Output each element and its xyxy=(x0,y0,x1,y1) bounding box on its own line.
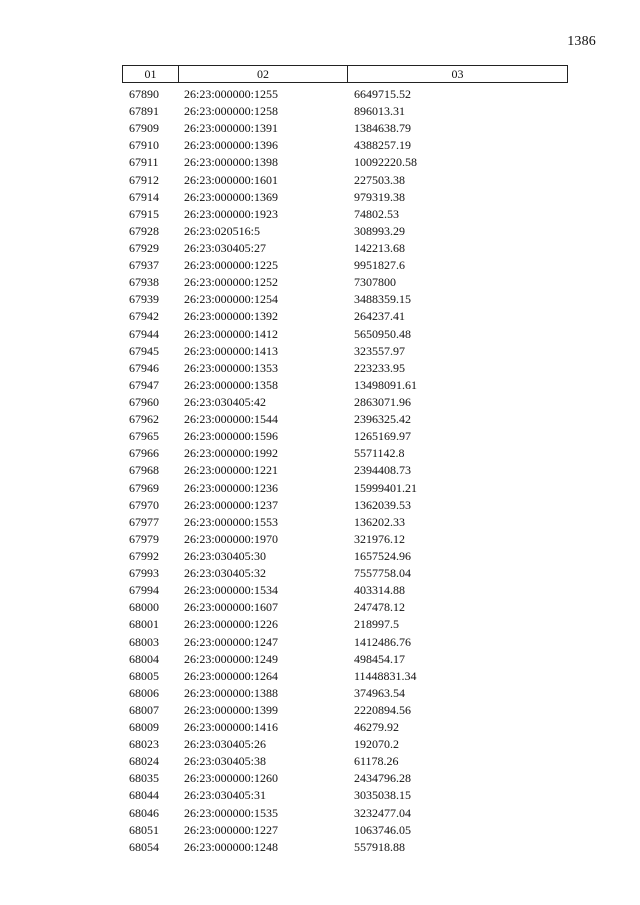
cell-value: 6649715.52 xyxy=(354,87,411,101)
cell-cadastral-number: 26:23:000000:1358 xyxy=(184,377,279,392)
cell-value: 7557758.04 xyxy=(354,566,411,581)
cell-value: 11448831.34 xyxy=(354,668,417,683)
cell-value: 323557.97 xyxy=(354,343,405,358)
column-header-03: 03 xyxy=(451,66,464,81)
table-row xyxy=(0,326,640,343)
cell-cadastral-number: 26:23:000000:1252 xyxy=(184,275,279,290)
table-row xyxy=(0,377,640,394)
table-row xyxy=(0,291,640,308)
cell-cadastral-number: 26:23:020516:5 xyxy=(184,223,261,238)
cell-code: 67912 xyxy=(129,172,159,187)
cell-cadastral-number: 26:23:030405:27 xyxy=(184,240,267,255)
cell-value: 46279.92 xyxy=(354,720,399,735)
cell-value: 1657524.96 xyxy=(354,548,411,563)
cell-cadastral-number: 26:23:000000:1923 xyxy=(184,206,279,221)
table-row xyxy=(0,172,640,189)
cell-value: 218997.5 xyxy=(354,617,399,632)
cell-code: 67890 xyxy=(129,87,159,101)
cell-code: 68035 xyxy=(129,771,159,786)
table-row xyxy=(0,822,640,839)
cell-cadastral-number: 26:23:030405:26 xyxy=(184,737,267,752)
cell-value: 142213.68 xyxy=(354,240,405,255)
table-row xyxy=(0,154,640,171)
cell-cadastral-number: 26:23:000000:1970 xyxy=(184,531,279,546)
cell-cadastral-number: 26:23:000000:1553 xyxy=(184,514,279,529)
cell-cadastral-number: 26:23:000000:1260 xyxy=(184,771,279,786)
cell-value: 2396325.42 xyxy=(354,412,411,427)
cell-cadastral-number: 26:23:000000:1247 xyxy=(184,634,279,649)
table-row xyxy=(0,702,640,719)
cell-code: 67944 xyxy=(129,326,159,341)
cell-cadastral-number: 26:23:030405:32 xyxy=(184,566,267,581)
cell-code: 67914 xyxy=(129,189,159,204)
cell-code: 68006 xyxy=(129,685,159,700)
table-row xyxy=(0,616,640,633)
cell-code: 67909 xyxy=(129,121,159,136)
cell-value: 4388257.19 xyxy=(354,138,411,153)
cell-cadastral-number: 26:23:000000:1237 xyxy=(184,497,279,512)
cell-value: 74802.53 xyxy=(354,206,399,221)
table-row xyxy=(0,257,640,274)
cell-code: 68023 xyxy=(129,737,159,752)
cell-cadastral-number: 26:23:000000:1391 xyxy=(184,121,279,136)
table-row xyxy=(0,548,640,565)
cell-cadastral-number: 26:23:000000:1601 xyxy=(184,172,279,187)
cell-cadastral-number: 26:23:030405:42 xyxy=(184,394,267,409)
cell-cadastral-number: 26:23:000000:1398 xyxy=(184,155,279,170)
cell-value: 979319.38 xyxy=(354,189,405,204)
cell-value: 13498091.61 xyxy=(354,377,417,392)
cell-cadastral-number: 26:23:000000:1413 xyxy=(184,343,279,358)
cell-value: 61178.26 xyxy=(354,754,399,769)
table-row xyxy=(0,120,640,137)
table-row xyxy=(0,360,640,377)
cell-code: 67947 xyxy=(129,377,159,392)
cell-cadastral-number: 26:23:000000:1249 xyxy=(184,651,279,666)
cell-code: 67970 xyxy=(129,497,159,512)
cell-code: 68009 xyxy=(129,720,159,735)
cell-value: 2220894.56 xyxy=(354,702,411,717)
cell-code: 67993 xyxy=(129,566,159,581)
cell-code: 67915 xyxy=(129,206,159,221)
cell-value: 1362039.53 xyxy=(354,497,411,512)
table-row xyxy=(0,223,640,240)
table-row xyxy=(0,189,640,206)
cell-cadastral-number: 26:23:000000:1221 xyxy=(184,463,279,478)
cell-cadastral-number: 26:23:000000:1388 xyxy=(184,685,279,700)
cell-cadastral-number: 26:23:000000:1412 xyxy=(184,326,279,341)
cell-value: 5650950.48 xyxy=(354,326,411,341)
table-row xyxy=(0,103,640,120)
table-row xyxy=(0,445,640,462)
cell-value: 896013.31 xyxy=(354,104,405,119)
cell-value: 2394408.73 xyxy=(354,463,411,478)
table-body xyxy=(0,86,640,856)
cell-cadastral-number: 26:23:000000:1258 xyxy=(184,104,279,119)
cell-code: 67994 xyxy=(129,583,159,598)
cell-cadastral-number: 26:23:000000:1535 xyxy=(184,805,279,820)
table-row xyxy=(0,805,640,822)
cell-cadastral-number: 26:23:000000:1416 xyxy=(184,720,279,735)
cell-code: 67891 xyxy=(129,104,159,119)
cell-code: 67942 xyxy=(129,309,159,324)
column-header-02: 02 xyxy=(179,66,348,82)
table-row xyxy=(0,634,640,651)
cell-value: 374963.54 xyxy=(354,685,405,700)
cell-value: 321976.12 xyxy=(354,531,405,546)
cell-cadastral-number: 26:23:000000:1607 xyxy=(184,600,279,615)
table-row xyxy=(0,719,640,736)
cell-code: 67992 xyxy=(129,548,159,563)
table-row xyxy=(0,651,640,668)
cell-code: 67937 xyxy=(129,258,159,273)
cell-code: 67938 xyxy=(129,275,159,290)
cell-value: 3232477.04 xyxy=(354,805,411,820)
cell-cadastral-number: 26:23:000000:1264 xyxy=(184,668,279,683)
cell-cadastral-number: 26:23:000000:1236 xyxy=(184,480,279,495)
cell-cadastral-number: 26:23:000000:1396 xyxy=(184,138,279,153)
cell-value: 7307800 xyxy=(354,275,396,290)
cell-code: 67929 xyxy=(129,240,159,255)
cell-code: 68004 xyxy=(129,651,159,666)
cell-code: 67965 xyxy=(129,429,159,444)
table-row xyxy=(0,274,640,291)
cell-value: 227503.38 xyxy=(354,172,405,187)
table-row xyxy=(0,582,640,599)
table-row xyxy=(0,394,640,411)
cell-code: 68051 xyxy=(129,822,159,837)
cell-value: 557918.88 xyxy=(354,839,405,854)
cell-code: 68024 xyxy=(129,754,159,769)
cell-cadastral-number: 26:23:000000:1392 xyxy=(184,309,279,324)
cell-cadastral-number: 26:23:000000:1254 xyxy=(184,292,279,307)
cell-code: 67962 xyxy=(129,412,159,427)
cell-cadastral-number: 26:23:030405:31 xyxy=(184,788,267,803)
cell-code: 68003 xyxy=(129,634,159,649)
cell-cadastral-number: 26:23:000000:1369 xyxy=(184,189,279,204)
cell-value: 15999401.21 xyxy=(354,480,417,495)
cell-value: 5571142.8 xyxy=(354,446,405,461)
table-row xyxy=(0,137,640,154)
cell-cadastral-number: 26:23:000000:1255 xyxy=(184,87,279,101)
cell-value: 223233.95 xyxy=(354,360,405,375)
cell-code: 68044 xyxy=(129,788,159,803)
cell-value: 10092220.58 xyxy=(354,155,417,170)
table-row xyxy=(0,770,640,787)
cell-value: 308993.29 xyxy=(354,223,405,238)
column-header-01: 01 xyxy=(123,66,179,82)
table-row xyxy=(0,86,640,103)
cell-code: 67945 xyxy=(129,343,159,358)
table-header xyxy=(122,65,568,83)
cell-code: 68007 xyxy=(129,702,159,717)
table-row xyxy=(0,497,640,514)
table-row xyxy=(0,240,640,257)
cell-cadastral-number: 26:23:000000:1596 xyxy=(184,429,279,444)
cell-code: 68001 xyxy=(129,617,159,632)
cell-code: 68054 xyxy=(129,839,159,854)
cell-code: 68046 xyxy=(129,805,159,820)
cell-cadastral-number: 26:23:000000:1534 xyxy=(184,583,279,598)
table-row xyxy=(0,428,640,445)
cell-value: 498454.17 xyxy=(354,651,405,666)
cell-cadastral-number: 26:23:000000:1225 xyxy=(184,258,279,273)
table-row xyxy=(0,565,640,582)
cell-cadastral-number: 26:23:000000:1399 xyxy=(184,702,279,717)
cell-value: 264237.41 xyxy=(354,309,405,324)
cell-value: 2434796.28 xyxy=(354,771,411,786)
cell-value: 1384638.79 xyxy=(354,121,411,136)
cell-code: 67968 xyxy=(129,463,159,478)
cell-value: 247478.12 xyxy=(354,600,405,615)
cell-cadastral-number: 26:23:000000:1544 xyxy=(184,412,279,427)
table-row xyxy=(0,839,640,856)
cell-code: 67939 xyxy=(129,292,159,307)
table-row xyxy=(0,736,640,753)
cell-cadastral-number: 26:23:000000:1353 xyxy=(184,360,279,375)
table-row xyxy=(0,462,640,479)
cell-value: 3488359.15 xyxy=(354,292,411,307)
cell-cadastral-number: 26:23:000000:1226 xyxy=(184,617,279,632)
cell-code: 67928 xyxy=(129,223,159,238)
cell-value: 9951827.6 xyxy=(354,258,405,273)
table-row xyxy=(0,599,640,616)
table-row xyxy=(0,668,640,685)
table-row xyxy=(0,753,640,770)
cell-value: 136202.33 xyxy=(354,514,405,529)
cell-value: 2863071.96 xyxy=(354,394,411,409)
table-row xyxy=(0,308,640,325)
cell-cadastral-number: 26:23:030405:38 xyxy=(184,754,267,769)
cell-cadastral-number: 26:23:030405:30 xyxy=(184,548,267,563)
cell-value: 403314.88 xyxy=(354,583,405,598)
table-row xyxy=(0,480,640,497)
cell-cadastral-number: 26:23:000000:1227 xyxy=(184,822,279,837)
cell-code: 67911 xyxy=(129,155,159,170)
cell-code: 68005 xyxy=(129,668,159,683)
cell-value: 3035038.15 xyxy=(354,788,411,803)
cell-code: 67946 xyxy=(129,360,159,375)
cell-code: 67979 xyxy=(129,531,159,546)
table-row xyxy=(0,411,640,428)
cell-code: 67960 xyxy=(129,394,159,409)
table-row xyxy=(0,206,640,223)
table-row xyxy=(0,343,640,360)
cell-code: 67969 xyxy=(129,480,159,495)
table-row xyxy=(0,787,640,804)
table-row xyxy=(0,685,640,702)
cell-value: 192070.2 xyxy=(354,737,399,752)
table-row xyxy=(0,531,640,548)
cell-value: 1265169.97 xyxy=(354,429,411,444)
cell-value: 1412486.76 xyxy=(354,634,411,649)
cell-code: 67977 xyxy=(129,514,159,529)
cell-cadastral-number: 26:23:000000:1248 xyxy=(184,839,279,854)
cell-code: 67910 xyxy=(129,138,159,153)
cell-cadastral-number: 26:23:000000:1992 xyxy=(184,446,279,461)
cell-value: 1063746.05 xyxy=(354,822,411,837)
cell-code: 67966 xyxy=(129,446,159,461)
page-number: 1386 xyxy=(567,34,596,49)
table-row xyxy=(0,514,640,531)
cell-code: 68000 xyxy=(129,600,159,615)
